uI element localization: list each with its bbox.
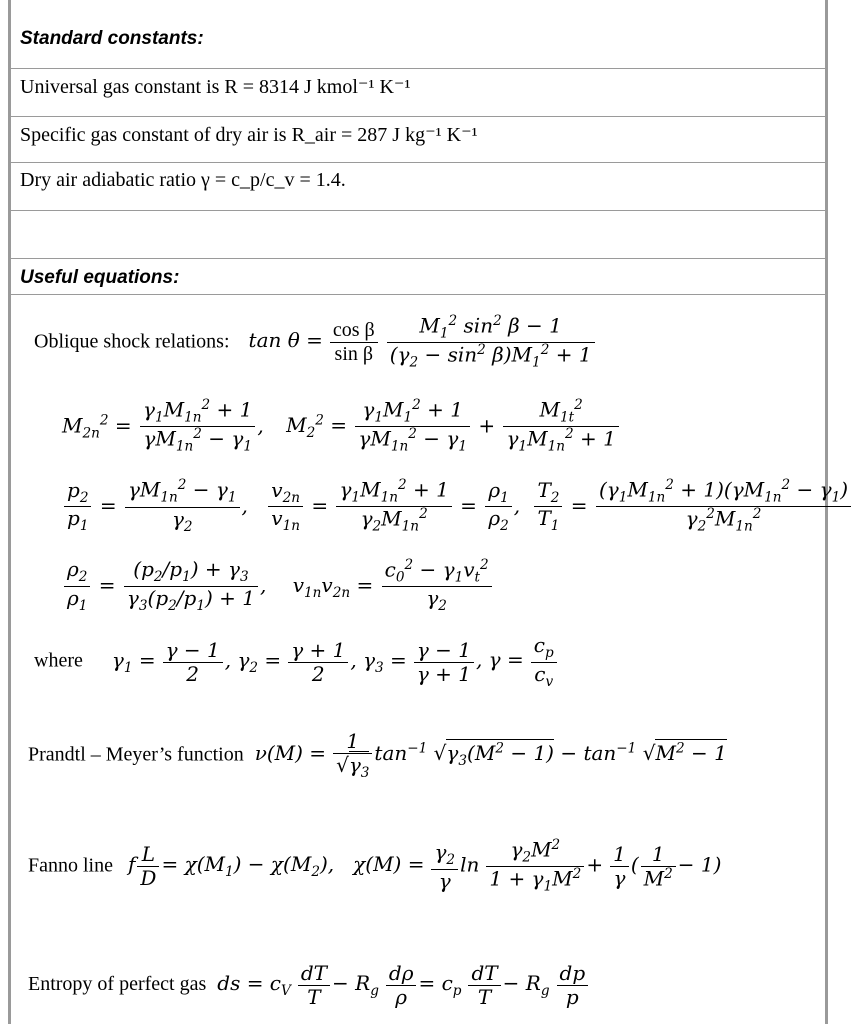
divider bbox=[11, 258, 825, 259]
mach-relations: $M_{2n}^2$ = $\frac{\gamma_1M_{1n}^2 + 1}{\gamma M_{1n}^2 - \gamma_1}$ , $M_2^2$ = $\frac{\gamma_1M_1^2 + 1}{\gamma M_{1n}^2 - \gamma_1}$ + $\frac{M_{1t}^2}{\gamma_1M_{1n}^2 + 1}$ bbox=[62, 398, 621, 456]
prandtl-meyer-label: Prandtl – Meyer’s function bbox=[28, 743, 244, 766]
universal-gas-constant bbox=[20, 74, 410, 99]
where-label: where bbox=[34, 649, 83, 672]
specific-gas-constant-text: Specific gas constant of dry air is R_air = 287 J kg⁻¹ K⁻¹ bbox=[20, 124, 478, 146]
oblique-shock-label: Oblique shock relations: bbox=[34, 330, 230, 353]
fanno-line-label: Fanno line bbox=[28, 854, 113, 877]
divider bbox=[11, 294, 825, 295]
fanno-line: Fanno line f $\frac{L}{D}$ = $\chi(M_1) - \chi(M_2)$, χ(M) = $\frac{\gamma_2}{\gamma}$ ln $\frac{\gamma_2M^2}{1 + \gamma_1M^2}$ + $\frac{1}{\gamma}$ ( $\frac{1}{M^2}$ − 1) bbox=[28, 837, 722, 895]
divider bbox=[11, 162, 825, 163]
divider bbox=[11, 116, 825, 117]
specific-gas-constant bbox=[20, 122, 478, 147]
adiabatic-ratio bbox=[20, 169, 346, 192]
useful-equations-heading: Useful equations: bbox=[20, 267, 180, 288]
divider bbox=[11, 68, 825, 69]
density-velocity-relations: $\frac{\rho_2}{\rho_1}$ = $\frac{(p_2/p_1) + \gamma_3}{\gamma_3(p_2/p_1) + 1}$ , $v_{1n}v_{2n}$ = $\frac{c_0^2 - \gamma_1v_t^2}{\gamma_2}$ bbox=[62, 558, 494, 615]
gamma-definitions: where $\gamma_1$ = $\frac{\gamma - 1}{2}$ , $\gamma_2$ = $\frac{\gamma + 1}{2}$ , $\gamma_3$ = $\frac{\gamma - 1}{\gamma + 1}$ , γ = $\frac{c_p}{c_v}$ bbox=[34, 634, 559, 690]
divider bbox=[11, 210, 825, 211]
entropy-label: Entropy of perfect gas bbox=[28, 973, 207, 996]
shock-ratios: $\frac{p_2}{p_1}$ = $\frac{\gamma M_{1n}^2 - \gamma_1}{\gamma_2}$ , $\frac{v_{2n}}{v_{1n}}$ = $\frac{\gamma_1M_{1n}^2 + 1}{\gamma_2M_{1n}^2}$ = $\frac{\rho_1}{\rho_2}$ , $\frac{T_2}{T_1}$ = $\frac{(\gamma_1M_{1n}^2 + 1)(\gamma M_{1n}^2 - \gamma_1)}{\gamma_2^2M_{1n}^2}$ bbox=[62, 478, 853, 536]
standard-constants-heading: Standard constants: bbox=[20, 28, 204, 49]
universal-gas-constant-text: Universal gas constant is R = 8314 J kmol⁻¹ K⁻¹ bbox=[20, 76, 411, 98]
oblique-shock-relation: Oblique shock relations: tan θ = $\frac{\text{cos β}}{\text{sin β}}$ $\frac{M_1^2 \sin^2 \beta - 1}{(\gamma_2 - \sin^2 \beta)M_1^2 + 1}$ bbox=[34, 314, 597, 372]
entropy-perfect-gas: Entropy of perfect gas ds = $c_V$ $\frac{dT}{T}$ − $R_g$ $\frac{d\rho}{\rho}$ = $c_p$ $\frac{dT}{T}$ − $R_g$ $\frac{dp}{p}$ bbox=[28, 962, 590, 1009]
prandtl-meyer-function: Prandtl – Meyer’s function ν(M) = $\frac{1}{√\gamma_3}$ $\tan^{-1} √\gamma_3(M^2 - 1) - \tan^{-1} √M^2 - 1$ bbox=[28, 729, 727, 781]
adiabatic-ratio-text: Dry air adiabatic ratio γ = c_p/c_v = 1.4. bbox=[20, 169, 346, 191]
